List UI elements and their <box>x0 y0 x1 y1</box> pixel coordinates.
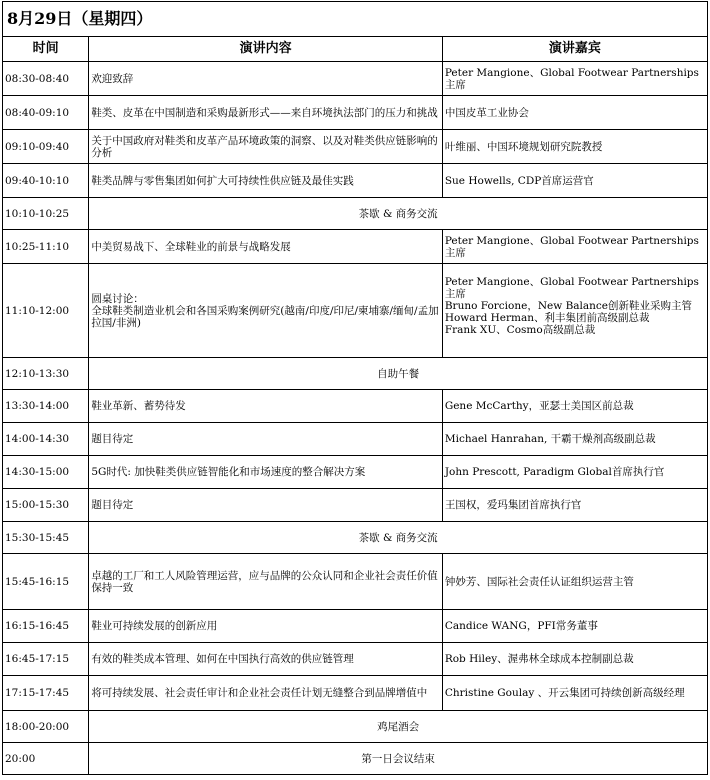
time-cell: 11:10-12:00 <box>3 264 89 358</box>
time-cell: 16:45-17:15 <box>3 643 89 676</box>
speaker-cell: 叶维丽、中国环境规划研究院教授 <box>442 130 707 164</box>
table-row <box>3 643 708 676</box>
break-row <box>3 198 708 230</box>
topic-cell: 有效的鞋类成本管理、如何在中国执行高效的供应链管理 <box>89 643 443 676</box>
header-topic: 演讲内容 <box>89 37 443 62</box>
time-cell: 14:00-14:30 <box>3 423 89 456</box>
topic-cell: 鞋业革新、蓄势待发 <box>89 390 443 423</box>
topic-cell: 鞋类、皮革在中国制造和采购最新形式——来自环境执法部门的压力和挑战 <box>89 96 443 130</box>
header-row <box>3 37 708 62</box>
time-cell: 08:30-08:40 <box>3 62 89 96</box>
speaker-cell: Candice WANG，PFI常务董事 <box>442 610 707 643</box>
title-row <box>3 2 708 37</box>
table-row <box>3 130 708 164</box>
time-cell: 15:30-15:45 <box>3 522 89 554</box>
table-row <box>3 489 708 522</box>
break-label: 自助午餐 <box>89 358 708 390</box>
topic-cell: 将可持续发展、社会责任审计和企业社会责任计划无缝整合到品牌增值中 <box>89 676 443 711</box>
speaker-line: Bruno Forcione，New Balance创新鞋业采购主管 <box>444 300 693 312</box>
time-cell: 15:00-15:30 <box>3 489 89 522</box>
table-row <box>3 96 708 130</box>
agenda-table <box>2 1 708 775</box>
table-row <box>3 456 708 489</box>
topic-cell: 鞋类品牌与零售集团如何扩大可持续性供应链及最佳实践 <box>89 164 443 198</box>
speaker-cell: 王国权，爱玛集团首席执行官 <box>442 489 707 522</box>
time-cell: 09:40-10:10 <box>3 164 89 198</box>
time-cell: 15:45-16:15 <box>3 554 89 610</box>
header-time: 时间 <box>3 37 89 62</box>
topic-line: 全球鞋类制造业机会和各国采购案例研究(越南/印度/印尼/柬埔寨/缅甸/孟加拉国/非洲) <box>91 304 439 329</box>
topic-cell: 题目待定 <box>89 423 443 456</box>
break-label: 茶歇 & 商务交流 <box>89 198 708 230</box>
topic-cell: 5G时代: 加快鞋类供应链智能化和市场速度的整合解决方案 <box>89 456 443 489</box>
speaker-line: Peter Mangione、Global Footwear Partnerships主席 <box>444 276 699 300</box>
table-row <box>3 230 708 264</box>
speaker-cell: Peter Mangione、Global Footwear Partnerships主席 <box>442 62 707 96</box>
topic-cell: 关于中国政府对鞋类和皮革产品环境政策的洞察、以及对鞋类供应链影响的分析 <box>89 130 443 164</box>
speaker-cell: John Prescott, Paradigm Global首席执行官 <box>442 456 707 489</box>
speaker-cell: Rob Hiley、渥弗林全球成本控制副总裁 <box>442 643 707 676</box>
day-title: 8月29日（星期四） <box>3 2 708 37</box>
table-row <box>3 423 708 456</box>
table-row <box>3 554 708 610</box>
break-row <box>3 358 708 390</box>
topic-cell <box>89 264 443 358</box>
topic-cell: 欢迎致辞 <box>89 62 443 96</box>
speaker-line: Frank XU、Cosmo高级副总裁 <box>444 324 596 336</box>
time-cell: 10:25-11:10 <box>3 230 89 264</box>
break-label: 鸡尾酒会 <box>89 711 708 743</box>
break-label: 第一日会议结束 <box>89 743 708 775</box>
topic-cell: 鞋业可持续发展的创新应用 <box>89 610 443 643</box>
time-cell: 10:10-10:25 <box>3 198 89 230</box>
topic-line: 圆桌讨论： <box>91 292 144 305</box>
speaker-cell: Gene McCarthy，亚瑟士美国区前总裁 <box>442 390 707 423</box>
break-row <box>3 743 708 775</box>
speaker-cell: Christine Goulay 、开云集团可持续创新高级经理 <box>442 676 707 711</box>
topic-cell: 中美贸易战下、全球鞋业的前景与战略发展 <box>89 230 443 264</box>
table-row <box>3 676 708 711</box>
table-row <box>3 264 708 358</box>
speaker-cell: Sue Howells, CDP首席运营官 <box>442 164 707 198</box>
table-row <box>3 62 708 96</box>
topic-cell: 卓越的工厂和工人风险管理运营，应与品牌的公众认同和企业社会责任价值保持一致 <box>89 554 443 610</box>
speaker-cell: Peter Mangione、Global Footwear Partnerships主席 <box>442 230 707 264</box>
time-cell: 16:15-16:45 <box>3 610 89 643</box>
time-cell: 13:30-14:00 <box>3 390 89 423</box>
time-cell: 20:00 <box>3 743 89 775</box>
table-row <box>3 390 708 423</box>
break-label: 茶歇 & 商务交流 <box>89 522 708 554</box>
time-cell: 08:40-09:10 <box>3 96 89 130</box>
table-row <box>3 610 708 643</box>
time-cell: 12:10-13:30 <box>3 358 89 390</box>
time-cell: 18:00-20:00 <box>3 711 89 743</box>
break-row <box>3 522 708 554</box>
speaker-cell <box>442 264 707 358</box>
time-cell: 14:30-15:00 <box>3 456 89 489</box>
time-cell: 09:10-09:40 <box>3 130 89 164</box>
speaker-cell: 中国皮革工业协会 <box>442 96 707 130</box>
time-cell: 17:15-17:45 <box>3 676 89 711</box>
table-row <box>3 164 708 198</box>
speaker-cell: 钟妙芳、国际社会责任认证组织运营主管 <box>442 554 707 610</box>
speaker-line: Howard Herman、利丰集团前高级副总裁 <box>444 312 650 324</box>
topic-cell: 题目待定 <box>89 489 443 522</box>
header-speaker: 演讲嘉宾 <box>442 37 707 62</box>
speaker-cell: Michael Hanrahan, 干霸干燥剂高级副总裁 <box>442 423 707 456</box>
break-row <box>3 711 708 743</box>
